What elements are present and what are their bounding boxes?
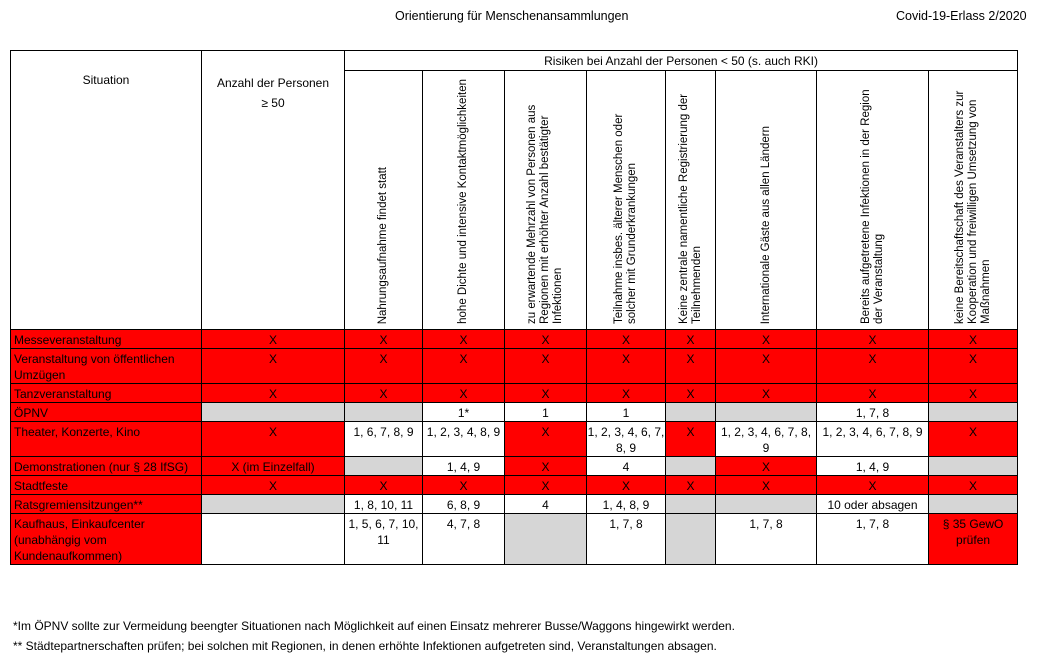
risk-cell: 1 (505, 403, 587, 422)
footnote-council: ** Städtepartnerschaften prüfen; bei solchen mit Regionen, in denen erhöhte Infektionen aufgetreten sind, Veranstaltungen absagen. (13, 639, 717, 653)
risk-cell: X (505, 330, 587, 349)
risk-cell (666, 514, 716, 565)
footnote-opnv: *Im ÖPNV sollte zur Vermeidung beengter Situationen nach Möglichkeit auf einen Einsatz mehrerer Busse/Waggons hingewirkt werden. (13, 619, 735, 633)
risk-cell: X (929, 330, 1018, 349)
risk-cell: X (666, 422, 716, 457)
risk-header-8 (929, 71, 1018, 330)
situation-cell: ÖPNV (11, 403, 202, 422)
risk-cell (929, 403, 1018, 422)
table-row (11, 514, 1018, 565)
risk-cell: § 35 GewO prüfen (929, 514, 1018, 565)
risk-cell: X (817, 476, 929, 495)
risk-cell: 1, 2, 3, 4, 6, 7, 8, 9 (587, 422, 666, 457)
risk-cell: X (817, 384, 929, 403)
count-cell (202, 495, 345, 514)
table-row (11, 495, 1018, 514)
risk-cell: X (929, 476, 1018, 495)
risk-cell: 1, 6, 7, 8, 9 (345, 422, 423, 457)
count-cell: X (202, 330, 345, 349)
situation-cell: Theater, Konzerte, Kino (11, 422, 202, 457)
risk-cell: X (587, 330, 666, 349)
risk-cell: X (505, 457, 587, 476)
risk-cell: X (423, 330, 505, 349)
column-header-count-label: Anzahl der Personen (216, 76, 330, 90)
risk-cell: 1, 5, 6, 7, 10, 11 (345, 514, 423, 565)
situation-cell: Ratsgremiensitzungen** (11, 495, 202, 514)
count-cell: X (202, 476, 345, 495)
table-row (11, 403, 1018, 422)
situation-cell: Kaufhaus, Einkaufcenter (unabhängig vom Kundenaufkommen) (11, 514, 202, 565)
table-body (11, 330, 1018, 565)
risk-cell (505, 514, 587, 565)
gathering-risk-table (10, 50, 1018, 565)
table-row (11, 330, 1018, 349)
table-row (11, 422, 1018, 457)
risk-header-2 (423, 71, 505, 330)
risk-cell: 1, 2, 3, 4, 6, 7, 8, 9 (716, 422, 817, 457)
risk-header-label: Internationale Gäste aus allen Ländern (759, 125, 772, 324)
risk-cell: X (716, 384, 817, 403)
risk-cell (929, 457, 1018, 476)
risk-cell: X (587, 349, 666, 384)
situation-cell: Stadtfeste (11, 476, 202, 495)
risk-header-5 (666, 71, 716, 330)
risk-cell (345, 403, 423, 422)
risk-cell: X (929, 422, 1018, 457)
risk-cell: X (716, 457, 817, 476)
risk-cell: X (817, 330, 929, 349)
count-cell: X (202, 384, 345, 403)
column-header-risks: Risiken bei Anzahl der Personen < 50 (s. auch RKI) (345, 51, 1018, 71)
risk-cell: 10 oder absagen (817, 495, 929, 514)
risk-cell: 1, 2, 3, 4, 6, 7, 8, 9 (817, 422, 929, 457)
risk-cell: 4 (505, 495, 587, 514)
situation-cell: Demonstrationen (nur § 28 IfSG) (11, 457, 202, 476)
risk-cell: X (423, 349, 505, 384)
risk-cell (666, 495, 716, 514)
risk-cell: 1, 7, 8 (817, 514, 929, 565)
risk-cell: X (345, 384, 423, 403)
risk-cell: X (345, 330, 423, 349)
risk-cell: 1* (423, 403, 505, 422)
risk-cell: 1, 4, 9 (817, 457, 929, 476)
table-row (11, 457, 1018, 476)
risk-cell (716, 495, 817, 514)
risk-cell: X (716, 476, 817, 495)
column-header-count-sub: ≥ 50 (261, 96, 285, 110)
count-cell: X (202, 349, 345, 384)
risk-cell: 1, 2, 3, 4, 8, 9 (423, 422, 505, 457)
risk-cell: 1, 7, 8 (716, 514, 817, 565)
risk-cell: X (423, 476, 505, 495)
risk-header-label: Keine zentrale namentliche Registrierung der Teilnehmenden (677, 93, 703, 324)
risk-cell: X (505, 422, 587, 457)
risk-header-label: Teilnahme insbes. älterer Menschen oder solcher mit Grunderkrankungen (613, 113, 638, 324)
risk-cell: X (345, 349, 423, 384)
risk-header-1 (345, 71, 423, 330)
risk-cell: 1, 4, 9 (423, 457, 505, 476)
situation-cell: Tanzveranstaltung (11, 384, 202, 403)
risk-cell: 4 (587, 457, 666, 476)
risk-cell: X (929, 384, 1018, 403)
risk-cell: 1, 4, 8, 9 (587, 495, 666, 514)
risk-cell: X (716, 349, 817, 384)
risk-cell: X (587, 384, 666, 403)
risk-cell: X (666, 349, 716, 384)
situation-cell: Messeveranstaltung (11, 330, 202, 349)
risk-cell (345, 457, 423, 476)
risk-cell: X (423, 384, 505, 403)
risk-cell: X (666, 384, 716, 403)
risk-cell (666, 403, 716, 422)
risk-cell: X (587, 476, 666, 495)
table-row (11, 476, 1018, 495)
risk-cell: X (929, 349, 1018, 384)
risk-cell: 1, 8, 10, 11 (345, 495, 423, 514)
risk-cell (666, 457, 716, 476)
risk-header-label: Nahrungsaufnahme findet statt (377, 166, 389, 324)
risk-cell: 4, 7, 8 (423, 514, 505, 565)
column-header-situation: Situation (11, 51, 202, 330)
risk-header-label: keine Bereitschaftschaft des Veranstalters zur Kooperation und freiwilligen Umsetzung von Maßnahmen (953, 90, 992, 324)
risk-header-label: zu erwartende Mehrzahl von Personen aus Regionen mit erhöhter Anzahl bestätigter Infektionen (526, 104, 564, 324)
risk-header-label: Bereits aufgetretene Infektionen in der Region der Veranstaltung (859, 89, 885, 324)
risk-header-3 (505, 71, 587, 330)
risk-header-6 (716, 71, 817, 330)
situation-cell: Veranstaltung von öffentlichen Umzügen (11, 349, 202, 384)
risk-cell: X (345, 476, 423, 495)
risk-cell (929, 495, 1018, 514)
risk-cell: 1, 7, 8 (817, 403, 929, 422)
risk-cell: 1, 7, 8 (587, 514, 666, 565)
risk-cell: 6, 8, 9 (423, 495, 505, 514)
count-cell: X (im Einzelfall) (202, 457, 345, 476)
risk-cell: X (505, 349, 587, 384)
risk-cell: X (666, 476, 716, 495)
risk-header-label: hohe Dichte und intensive Kontaktmöglichkeiten (457, 79, 469, 324)
page-title: Orientierung für Menschenansammlungen (395, 9, 629, 23)
risk-cell: X (505, 476, 587, 495)
risk-cell: 1 (587, 403, 666, 422)
count-cell (202, 514, 345, 565)
table-row (11, 349, 1018, 384)
risk-cell (716, 403, 817, 422)
table-row (11, 384, 1018, 403)
decree-reference: Covid-19-Erlass 2/2020 (896, 9, 1027, 23)
count-cell (202, 403, 345, 422)
risk-cell: X (505, 384, 587, 403)
risk-cell: X (716, 330, 817, 349)
risk-header-4 (587, 71, 666, 330)
count-cell: X (202, 422, 345, 457)
risk-cell: X (666, 330, 716, 349)
column-header-count (202, 51, 345, 330)
risk-cell: X (817, 349, 929, 384)
risk-header-7 (817, 71, 929, 330)
